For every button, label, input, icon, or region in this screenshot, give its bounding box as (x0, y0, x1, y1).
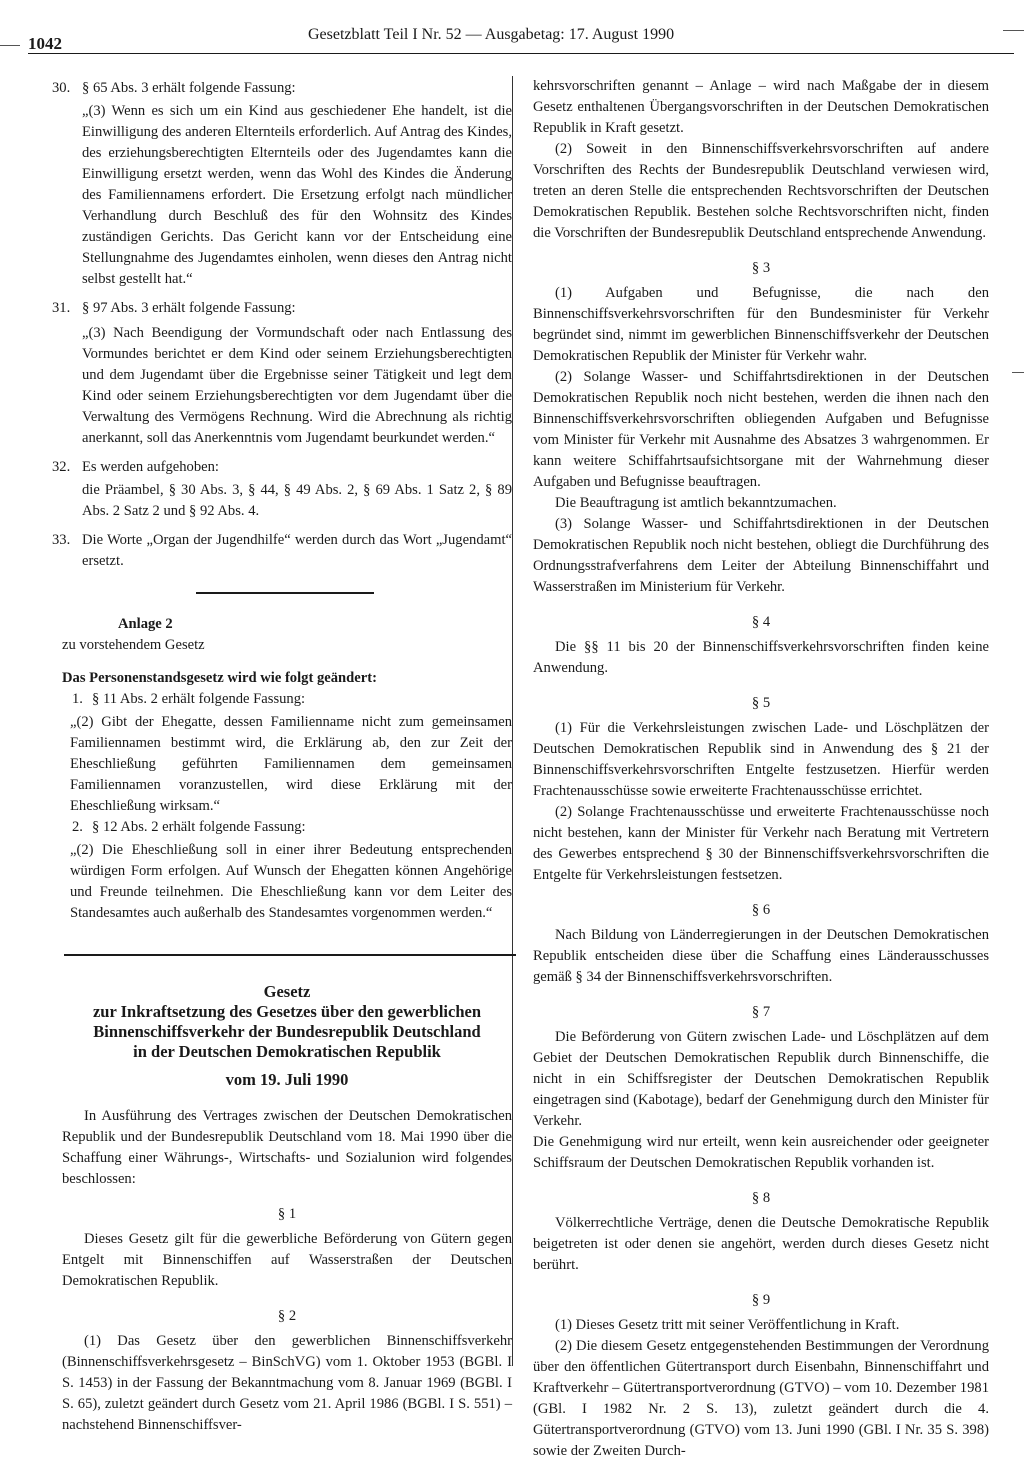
paragraph: (2) Solange Frachtenausschüsse und erweiterte Frachtenausschüsse noch nicht bestehen, kann der Minister für Verkehr nach Beratung mit Vertretern des Gewerbes entsprechend § 30 der Binnenschiffsverkehrsvorschriften die Entgelte für Verkehrsleistungen festsetzen. (533, 804, 989, 883)
anlage-subtitle: zu vorstehendem Gesetz (62, 637, 205, 653)
gazette-header: Gesetzblatt Teil I Nr. 52 — Ausgabetag: 17. August 1990 (308, 26, 675, 43)
list-item (52, 298, 512, 449)
paragraph: (1) Aufgaben und Befugnisse, die nach den Binnenschiffsverkehrsvorschriften für den Bundesminister für Verkehr begründet sind, nimmt im gewerblichen Binnenschiffsverkehr der Deutschen Demokratischen Republik der Minister für Verkehr wahr. (533, 285, 989, 364)
anlage-heading: Das Personenstandsgesetz wird wie folgt geändert: (62, 670, 377, 686)
item-number: 31. (52, 300, 71, 316)
item-number: 30. (52, 80, 71, 96)
column-divider (512, 76, 513, 1366)
section-rule (64, 954, 516, 956)
paragraph: Völkerrechtliche Verträge, denen die Deutsche Demokratische Republik beigetreten ist oder denen sie angehört, werden durch dieses Gesetz nicht berührt. (533, 1215, 989, 1273)
law-title: in der Deutschen Demokratischen Republik (133, 1042, 441, 1061)
item-text: „(2) Die Eheschließung soll in einer ihrer Bedeutung entsprechenden würdigen Form erfolgen. Auf Wunsch der Ehegatten können Angehörige und Freunde teilnehmen. Die Eheschließung kann vor dem Leiter des Standesamtes auch außerhalb des Standesamtes vorgenommen werden.“ (70, 842, 512, 921)
paragraph: (3) Solange Wasser- und Schiffahrtsdirektionen in der Deutschen Demokratischen Republik noch nicht bestehen, obliegt die Durchführung des Ordnungsstrafverfahrens dem Leiter der Abteilung Binnenschiffahrt und Wasserstraßen im Ministerium für Verkehr. (533, 516, 989, 595)
section-rule (196, 592, 374, 594)
item-text: „(3) Wenn es sich um ein Kind aus geschiedener Ehe handelt, ist die Einwilligung des anderen Elternteils erforderlich. Auf Antrag des Kindes, des erziehungsberechtigten Elternteils oder des Jugendamtes kann die Einwilligung ersetzt werden, wenn das Wohl des Kindes die Änderung des Familiennamens erfordert. Die Ersetzung erfolgt nach mündlicher Verhandlung durch Beschluß des für den Wohnsitz des Kindes zuständigen Gerichts. Das Gericht kann vor der Entscheidung eine Stellungnahme des Jugendamtes einholen, wenn dieses den Antrag nicht selbst gestellt hat.“ (82, 103, 512, 287)
paragraph: kehrsvorschriften genannt – Anlage – wird nach Maßgabe der in diesem Gesetz enthaltenen Übergangsvorschriften in der Deutschen Demokratischen Republik in Kraft gesetzt. (533, 78, 989, 136)
list-item (52, 457, 512, 522)
paragraph: Die §§ 11 bis 20 der Binnenschiffsverkehrsvorschriften finden keine Anwendung. (533, 639, 989, 676)
item-intro: Es werden aufgehoben: (82, 459, 219, 475)
scan-mark (0, 45, 20, 46)
list-item (52, 530, 512, 572)
law-title: Binnenschiffsverkehr der Bundesrepublik Deutschland (93, 1022, 481, 1041)
law-preamble: In Ausführung des Vertrages zwischen der Deutschen Demokratischen Republik und der Bundesrepublik Deutschland vom 18. Mai 1990 über die Schaffung einer Währungs-, Wirtschafts- und Sozialunion wird folgendes beschlossen: (62, 1108, 512, 1187)
item-text: „(3) Nach Beendigung der Vormundschaft oder nach Entlassung des Vormundes berichtet er dem Kind oder seinem Erziehungsberechtigten und dem Jugendamt über die Ergebnisse seiner Tätigkeit und legt dem Kind oder seinem Erziehungsberechtigten vor dem Jugendamt über die Verwaltung des Vermögens Rechnung. Wird die Abrechnung als richtig anerkannt, soll das Anerkenntnis vom Jugendamt beurkundet werden.“ (82, 325, 512, 446)
item-number: 2. (72, 819, 83, 835)
item-intro: § 12 Abs. 2 erhält folgende Fassung: (92, 819, 306, 835)
right-column (533, 76, 989, 1462)
item-number: 33. (52, 532, 71, 548)
scan-mark (1012, 372, 1024, 373)
section-heading: § 8 (751, 1190, 771, 1206)
left-column (52, 78, 512, 1436)
list-item (52, 78, 512, 290)
section-text: Dieses Gesetz gilt für die gewerbliche Beförderung von Gütern gegen Entgelt mit Binnenschiffen auf Wasserstraßen der Deutschen Demokratischen Republik. (62, 1231, 512, 1289)
section-heading: § 9 (751, 1292, 771, 1308)
item-intro: § 11 Abs. 2 erhält folgende Fassung: (92, 691, 306, 707)
page-number: 1042 (28, 34, 62, 53)
item-intro: § 65 Abs. 3 erhält folgende Fassung: (82, 80, 296, 96)
item-text: Die Worte „Organ der Jugendhilfe“ werden durch das Wort „Jugendamt“ ersetzt. (82, 532, 512, 569)
list-item (72, 689, 512, 710)
section-heading: § 6 (751, 902, 771, 918)
law-title: Gesetz (263, 982, 311, 1001)
anlage-title: Anlage 2 (118, 616, 173, 632)
section-heading: § 4 (751, 614, 771, 630)
paragraph: (2) Die diesem Gesetz entgegenstehenden Bestimmungen der Verordnung über den öffentlichen Gütertransport durch Eisenbahn, Binnenschiffahrt und Kraftverkehr – Gütertransportverordnung (GTVO) – vom 10. Dezember 1981 (GBl. I 1982 Nr. 2 S. 13), zuletzt geändert durch die 4. Gütertransportverordnung (GTVO) vom 13. Juni 1990 (GBl. I Nr. 35 S. 398) sowie der Zweiten Durch- (533, 1338, 989, 1459)
section-heading: § 7 (751, 1004, 771, 1020)
item-number: 32. (52, 459, 71, 475)
paragraph: (2) Solange Wasser- und Schiffahrtsdirektionen in der Deutschen Demokratischen Republik noch nicht bestehen, werden die ihnen nach den Binnenschiffsverkehrsvorschriften obliegenden Aufgaben und Befugnisse vom Minister für Verkehr mit Ausnahme des Absatzes 3 wahrgenommen. Er kann weitere Schiffahrtsaufsichtsorgane mit der Wahrnehmung dieser Aufgaben und Befugnisse beauftragen. (533, 369, 989, 490)
section-text: (1) Das Gesetz über den gewerblichen Binnenschiffsverkehr (Binnenschiffsverkehrsgesetz – BinSchVG) vom 1. Oktober 1953 (BGBl. I S. 1453) in der Fassung der Bekanntmachung vom 8. Januar 1969 (BGBl. I S. 65), zuletzt geändert durch Gesetz vom 21. April 1986 (BGBl. I S. 551) – nachstehend Binnenschiffsver- (62, 1333, 512, 1433)
section-heading: § 5 (751, 695, 771, 711)
paragraph: (1) Dieses Gesetz tritt mit seiner Veröffentlichung in Kraft. (555, 1317, 900, 1333)
paragraph: Nach Bildung von Länderregierungen in der Deutschen Demokratischen Republik entscheiden diese über die Schaffung eines Länderausschusses gemäß § 34 der Binnenschiffsverkehrsvorschriften. (533, 927, 989, 985)
paragraph: Die Beauftragung ist amtlich bekanntzumachen. (555, 495, 837, 511)
section-heading: § 2 (277, 1308, 297, 1324)
header-rule (28, 53, 1014, 54)
paragraph: Die Genehmigung wird nur erteilt, wenn kein ausreichender oder geeigneter Schiffsraum der Deutschen Demokratischen Republik vorhanden ist. (533, 1134, 989, 1171)
item-text: die Präambel, § 30 Abs. 3, § 44, § 49 Abs. 2, § 69 Abs. 1 Satz 2, § 89 Abs. 2 Satz 2 und § 92 Abs. 4. (82, 482, 512, 519)
paragraph: (2) Soweit in den Binnenschiffsverkehrsvorschriften auf andere Vorschriften des Rechts der Bundesrepublik Deutschland verwiesen wird, treten an deren Stelle die entsprechenden Rechtsvorschriften der Deutschen Demokratischen Republik. Bestehen solche Rechtsvorschriften nicht, finden die Vorschriften der Bundesrepublik Deutschland entsprechende Anwendung. (533, 141, 989, 241)
section-heading: § 3 (751, 260, 771, 276)
section-heading: § 1 (277, 1206, 297, 1222)
law-date: vom 19. Juli 1990 (225, 1070, 349, 1089)
scan-mark (1003, 30, 1024, 31)
page-header (0, 0, 1024, 53)
item-text: „(2) Gibt der Ehegatte, dessen Familienname nicht zum gemeinsamen Familiennamen bestimmt wird, die Erklärung ab, den zur Zeit der Eheschließung geführten Familiennamen dem gemeinsamen Familiennamen voranzustellen, wird diese Erklärung mit der Eheschließung wirksam.“ (70, 714, 512, 814)
list-item (72, 817, 512, 838)
law-title: zur Inkraftsetzung des Gesetzes über den gewerblichen (92, 1002, 482, 1021)
paragraph: (1) Für die Verkehrsleistungen zwischen Lade- und Löschplätzen der Deutschen Demokratischen Republik sind in Anwendung des § 21 der Binnenschiffsverkehrsvorschriften Entgelte festzusetzen. Hierfür werden Frachtenausschüsse sowie erweiterte Frachtenausschüsse errichtet. (533, 720, 989, 799)
item-intro: § 97 Abs. 3 erhält folgende Fassung: (82, 300, 296, 316)
item-number: 1. (72, 691, 83, 707)
paragraph: Die Beförderung von Gütern zwischen Lade- und Löschplätzen auf dem Gebiet der Deutschen Demokratischen Republik durch Binnenschiffe, die nicht in ein Schiffsregister der Deutschen Demokratischen Republik eingetragen sind (Kabotage), bedarf der Genehmigung durch den Minister für Verkehr. (533, 1029, 989, 1129)
